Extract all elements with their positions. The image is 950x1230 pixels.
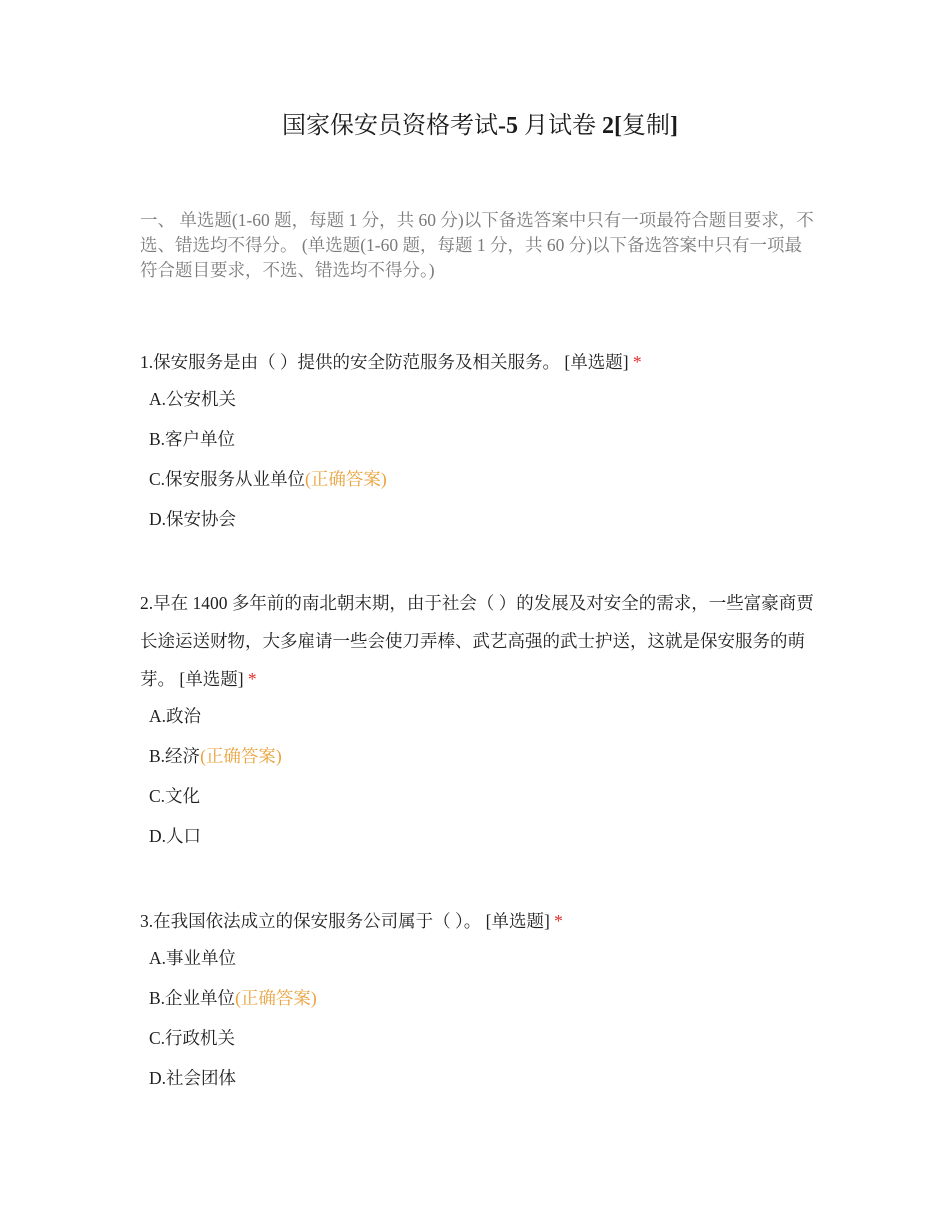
option-item[interactable] xyxy=(149,704,816,728)
question-type-tag: [单选题] xyxy=(564,352,629,372)
question-type-tag: [单选题] xyxy=(179,669,244,689)
option-label: D.社会团体 xyxy=(149,1068,237,1088)
option-label: D.人口 xyxy=(149,826,202,846)
option-label: C.行政机关 xyxy=(149,1028,236,1048)
correct-answer-marker: (正确答案) xyxy=(305,469,387,489)
title-text-3: 复制 xyxy=(622,113,670,139)
option-item[interactable] xyxy=(149,744,816,768)
question-text: 3.在我国依法成立的保安服务公司属于（ ）。 xyxy=(140,911,482,931)
question-1 xyxy=(140,343,816,547)
required-mark: * xyxy=(247,669,257,689)
question-text: 2.早在 1400 多年前的南北朝末期，由于社会（ ）的发展及对安全的需求，一些富豪商贾长途运送财物，大多雇请一些会使刀弄棒、武艺高强的武士护送，这就是保安服务的萌芽。 xyxy=(140,593,814,689)
option-item[interactable] xyxy=(149,1066,816,1090)
title-text-bold-3: ] xyxy=(670,113,678,139)
option-item[interactable] xyxy=(149,387,816,411)
question-title xyxy=(140,584,816,698)
option-item[interactable] xyxy=(149,467,816,491)
option-label: B.客户单位 xyxy=(149,429,236,449)
option-label: A.政治 xyxy=(149,706,202,726)
option-item[interactable] xyxy=(149,824,816,848)
option-item[interactable] xyxy=(149,1026,816,1050)
title-text-bold-1: -5 xyxy=(498,113,518,139)
correct-answer-marker: (正确答案) xyxy=(235,988,317,1008)
option-item[interactable] xyxy=(149,507,816,531)
option-label: C.文化 xyxy=(149,786,201,806)
section-description: 一、 单选题(1-60 题，每题 1 分，共 60 分)以下备选答案中只有一项最符合题目要求，不选、错选均不得分。 (单选题(1-60 题，每题 1 分，共 60 分)以下备选答案中只有一项最符合题目要求，不选、错选均不得分。) xyxy=(140,210,814,280)
option-list xyxy=(149,387,816,531)
option-item[interactable] xyxy=(149,946,816,970)
title-text-2: 月试卷 xyxy=(518,113,602,139)
question-text: 1.保安服务是由（ ）提供的安全防范服务及相关服务。 xyxy=(140,352,560,372)
question-title xyxy=(140,343,816,381)
title-text-bold-2: 2[ xyxy=(602,113,622,139)
option-list xyxy=(149,946,816,1090)
option-item[interactable] xyxy=(149,986,816,1010)
option-label: A.事业单位 xyxy=(149,948,237,968)
question-3 xyxy=(140,902,816,1106)
correct-answer-marker: (正确答案) xyxy=(200,746,282,766)
required-mark: * xyxy=(632,352,642,372)
option-list xyxy=(149,704,816,848)
option-label: A.公安机关 xyxy=(149,389,237,409)
option-label: D.保安协会 xyxy=(149,509,237,529)
page-title xyxy=(0,110,950,142)
title-text-1: 国家保安员资格考试 xyxy=(282,113,498,139)
option-label: B.企业单位 xyxy=(149,988,236,1008)
required-mark: * xyxy=(554,911,563,931)
option-item[interactable] xyxy=(149,427,816,451)
option-item[interactable] xyxy=(149,784,816,808)
question-type-tag: [单选题] xyxy=(485,911,550,931)
option-label: B.经济 xyxy=(149,746,201,766)
question-2 xyxy=(140,584,816,864)
option-label: C.保安服务从业单位 xyxy=(149,469,306,489)
question-title xyxy=(140,902,816,940)
